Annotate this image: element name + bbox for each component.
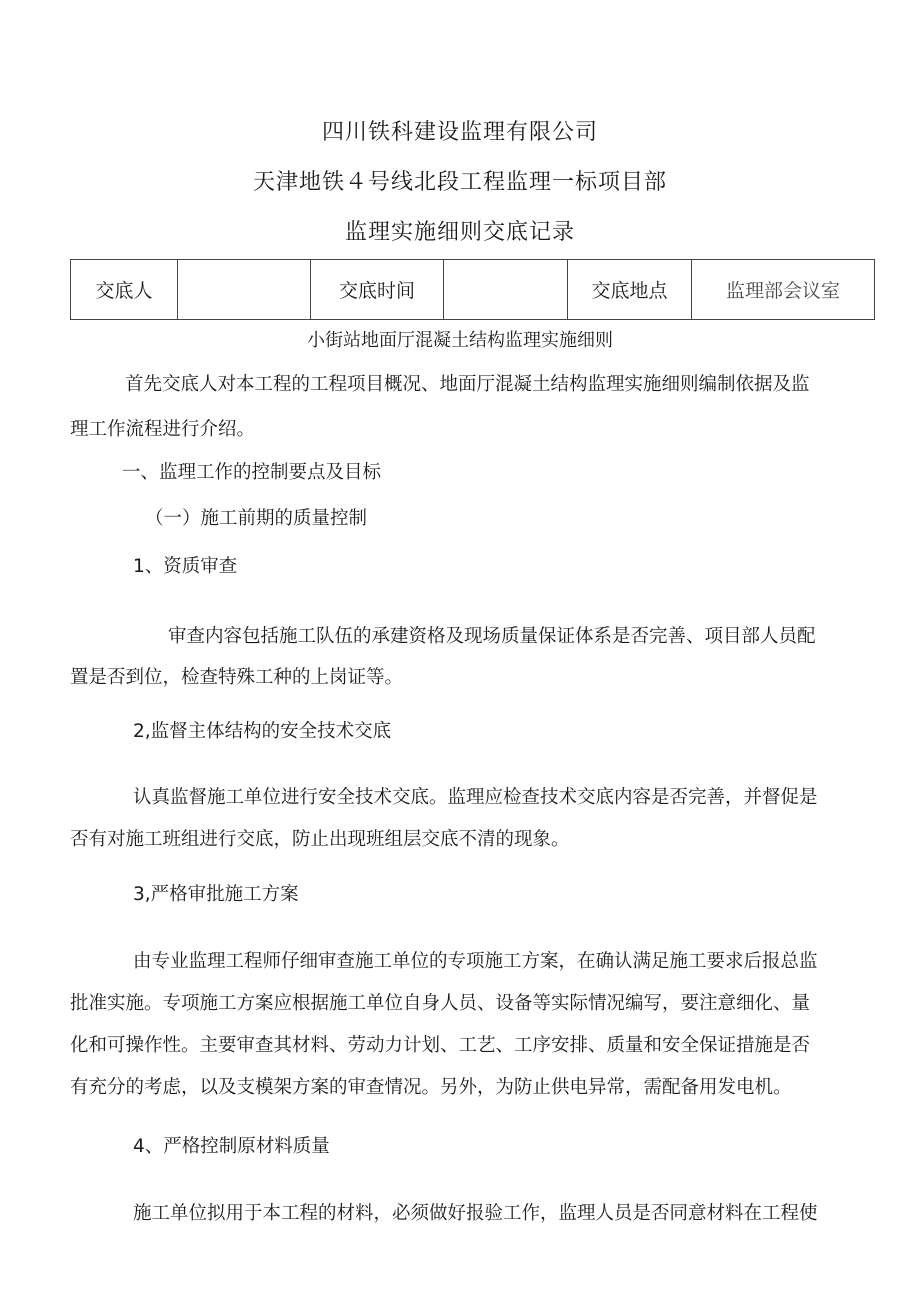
section-heading-1: 一、监理工作的控制要点及目标 <box>122 462 382 483</box>
item2-title: 2,监督主体结构的安全技术交底 <box>133 721 392 742</box>
company-title: 四川铁科建设监理有限公司 <box>321 120 598 145</box>
item1-title: 1、资质审查 <box>133 556 238 577</box>
subject-line: 小街站地面厅混凝土结构监理实施细则 <box>307 330 613 351</box>
location-value: 监理部会议室 <box>692 260 875 320</box>
item3-line-3: 化和可操作性。主要审查其材料、劳动力计划、工艺、工序安排、质量和安全保证措施是否 <box>70 1035 811 1056</box>
presenter-label: 交底人 <box>71 260 178 320</box>
item3-title: 3,严格审批施工方案 <box>133 884 299 905</box>
time-label: 交底时间 <box>311 260 444 320</box>
info-table-row <box>71 260 875 320</box>
item2-line-1: 认真监督施工单位进行安全技术交底。监理应检查技术交底内容是否完善，并督促是 <box>133 787 818 808</box>
info-table <box>70 259 875 320</box>
item3-line-2: 批准实施。专项施工方案应根据施工单位自身人员、设备等实际情况编写，要注意细化、量 <box>70 993 811 1014</box>
item2-line-2: 否有对施工班组进行交底，防止出现班组层交底不清的现象。 <box>70 829 570 850</box>
item3-line-4: 有充分的考虑，以及支模架方案的审查情况。另外，为防止供电异常，需配备用发电机。 <box>70 1077 792 1098</box>
presenter-value <box>178 260 311 320</box>
subsection-heading-1: （一）施工前期的质量控制 <box>145 508 368 529</box>
record-title: 监理实施细则交底记录 <box>344 220 575 245</box>
intro-line-2: 理工作流程进行介绍。 <box>70 419 256 440</box>
intro-line-1: 首先交底人对本工程的工程项目概况、地面厅混凝土结构监理实施细则编制依据及监 <box>125 374 810 395</box>
item3-line-1: 由专业监理工程师仔细审查施工单位的专项施工方案，在确认满足施工要求后报总监 <box>133 951 818 972</box>
item1-line-1: 审查内容包括施工队伍的承建资格及现场质量保证体系是否完善、项目部人员配 <box>168 626 816 647</box>
item4-line-1: 施工单位拟用于本工程的材料，必须做好报验工作，监理人员是否同意材料在工程使 <box>133 1203 818 1224</box>
location-label: 交底地点 <box>568 260 692 320</box>
item4-title: 4、严格控制原材料质量 <box>133 1136 330 1157</box>
time-value <box>444 260 568 320</box>
item1-line-2: 置是否到位，检查特殊工种的上岗证等。 <box>70 667 404 688</box>
project-dept-title: 天津地铁４号线北段工程监理一标项目部 <box>252 170 667 195</box>
